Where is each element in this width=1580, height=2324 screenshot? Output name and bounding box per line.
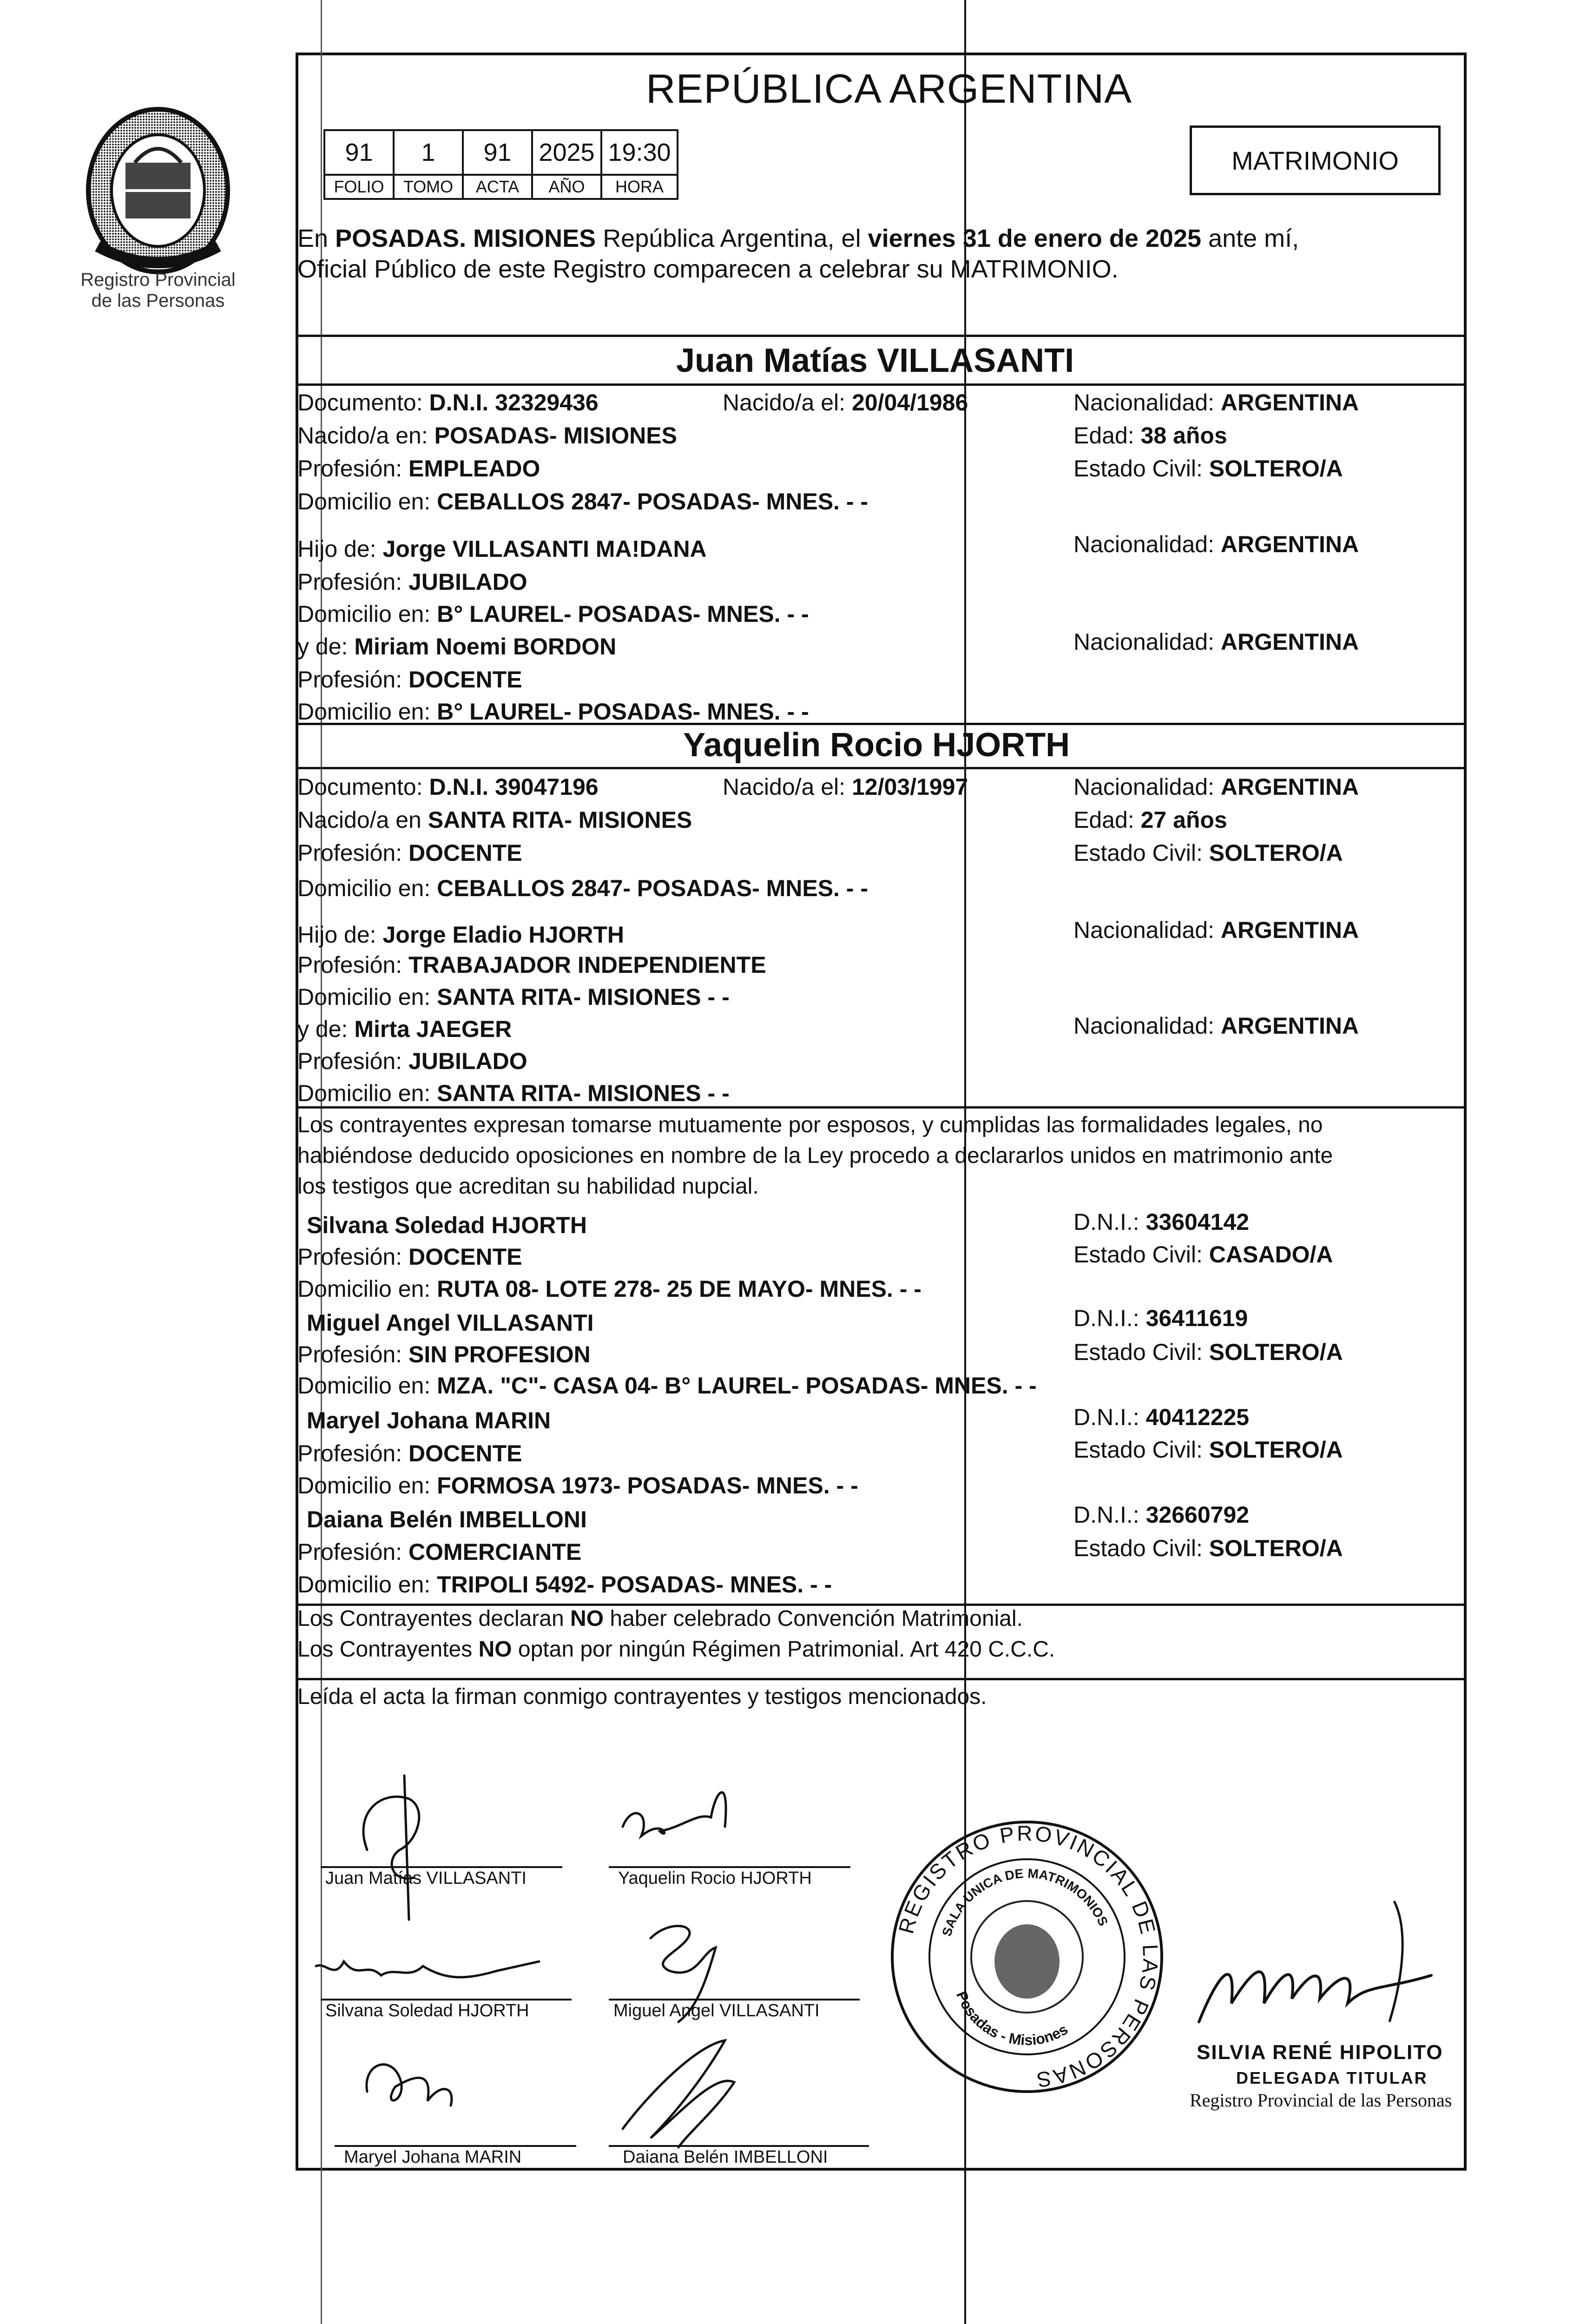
signature-label-1: Juan Matías VILLASANTI (325, 1868, 527, 1888)
spouse2-profesion: Profesión: DOCENTE (297, 840, 522, 866)
signature-label-3: Silvana Soledad HJORTH (325, 2001, 529, 2020)
stamp-inner-text: SALA ÚNICA DE MATRIMONIOS (939, 1866, 1111, 1938)
spouse1-padre-profesion: Profesión: JUBILADO (297, 569, 527, 595)
divider (296, 723, 1467, 725)
officer-office: Registro Provincial de las Personas (1190, 2090, 1452, 2111)
declaration-line-2: habiéndose deducido oposiciones en nombre de la Ley procedo a declararlos unidos en matrimonio ante (297, 1143, 1333, 1168)
spouse1-domicilio: Domicilio en: CEBALLOS 2847- POSADAS- MNES. - - (297, 489, 869, 515)
witness-4-dni: D.N.I.: 32660792 (1073, 1502, 1250, 1528)
witness-3-dni: D.N.I.: 40412225 (1073, 1404, 1250, 1430)
spouse1-name: Juan Matías VILLASANTI (676, 342, 1074, 379)
intro-place: POSADAS. MISIONES (335, 224, 596, 252)
stamp-ring-text: REGISTRO PROVINCIAL DE LAS PERSONAS (894, 1821, 1163, 2093)
divider (296, 1106, 1467, 1109)
spouse1-edad: Edad: 38 años (1073, 423, 1227, 449)
witness-4-name: Daiana Belén IMBELLONI (307, 1506, 587, 1532)
record-table (323, 129, 678, 200)
spouse2-madre-nacionalidad: Nacionalidad: ARGENTINA (1073, 1013, 1359, 1039)
spouse2-madre-profesion: Profesión: JUBILADO (297, 1048, 527, 1074)
signature-line (321, 1866, 562, 1868)
regime-line-2: Los Contrayentes NO optan por ningún Régimen Patrimonial. Art 420 C.C.C. (297, 1637, 1055, 1662)
spouse1-profesion: Profesión: EMPLEADO (297, 456, 540, 482)
witness-4-domicilio: Domicilio en: TRIPOLI 5492- POSADAS- MNES. - - (297, 1571, 832, 1598)
intro-middle: República Argentina, el (603, 224, 861, 252)
spouse1-padre: Hijo de: Jorge VILLASANTI MA!DANA (297, 536, 707, 562)
spouse2-nacionalidad: Nacionalidad: ARGENTINA (1073, 774, 1359, 800)
spouse1-padre-domicilio: Domicilio en: B° LAUREL- POSADAS- MNES. - - (297, 601, 809, 627)
spouse2-madre-domicilio: Domicilio en: SANTA RITA- MISIONES - - (297, 1080, 730, 1106)
declaration-line-1: Los contrayentes expresan tomarse mutuamente por esposos, y cumplidas las formalidades legales, no (297, 1113, 1323, 1137)
signature-mark (623, 2040, 734, 2147)
witness-3-domicilio: Domicilio en: FORMOSA 1973- POSADAS- MNES. - - (297, 1472, 858, 1499)
signature-line (335, 2145, 576, 2147)
divider (296, 767, 1467, 769)
witness-2-estado: Estado Civil: SOLTERO/A (1073, 1339, 1343, 1365)
folio-label: FOLIO (324, 175, 394, 199)
spouse2-lugar: Nacido/a en SANTA RITA- MISIONES (297, 807, 692, 833)
officer-role: DELEGADA TITULAR (1236, 2068, 1428, 2087)
declaration-line-3: los testigos que acreditan su habilidad nupcial. (297, 1174, 759, 1199)
signature-line (609, 2145, 869, 2147)
intro-after-date: ante mí, (1208, 224, 1299, 252)
spouse2-estado: Estado Civil: SOLTERO/A (1073, 840, 1343, 866)
signature-label-6: Daiana Belén IMBELLONI (623, 2147, 828, 2167)
spouse2-name: Yaquelin Rocio HJORTH (683, 726, 1070, 764)
divider (296, 1678, 1467, 1680)
signature-label-2: Yaquelin Rocio HJORTH (618, 1868, 812, 1888)
official-stamp (883, 1813, 1171, 2101)
intro-line-1 (297, 224, 1299, 253)
intro-line-2: Oficial Público de este Registro comparecen a celebrar su MATRIMONIO. (297, 255, 1119, 283)
signature-label-4: Miguel Angel VILLASANTI (613, 2001, 820, 2020)
spouse2-padre-nacionalidad: Nacionalidad: ARGENTINA (1073, 917, 1359, 943)
intro-prefix: En (297, 224, 329, 252)
signature-mark (316, 1961, 539, 1977)
signature-mark (367, 2065, 452, 2106)
witness-1-dni: D.N.I.: 33604142 (1073, 1209, 1250, 1235)
spouse1-documento: Documento: D.N.I. 32329436 (297, 390, 599, 416)
closing-statement: Leída el acta la firman conmigo contrayentes y testigos mencionados. (297, 1684, 987, 1709)
spouse2-padre: Hijo de: Jorge Eladio HJORTH (297, 922, 624, 948)
registry-logo (70, 93, 246, 311)
acta-label: ACTA (463, 175, 532, 199)
witness-3-name: Maryel Johana MARIN (307, 1407, 551, 1433)
signature-line (609, 1866, 850, 1868)
acta-value: 91 (463, 130, 532, 175)
anio-value: 2025 (532, 130, 601, 175)
signature-line (321, 1999, 572, 2000)
witness-1-domicilio: Domicilio en: RUTA 08- LOTE 278- 25 DE MAYO- MNES. - - (297, 1276, 922, 1302)
spouse1-madre: y de: Miriam Noemi BORDON (297, 634, 617, 660)
logo-caption-2: de las Personas (91, 290, 225, 311)
regime-line-1: Los Contrayentes declaran NO haber celebrado Convención Matrimonial. (297, 1606, 1023, 1631)
tomo-value: 1 (394, 130, 463, 175)
witness-3-profesion: Profesión: DOCENTE (297, 1440, 522, 1466)
spouse1-lugar: Nacido/a en: POSADAS- MISIONES (297, 423, 677, 449)
divider (296, 383, 1467, 386)
spouse2-padre-profesion: Profesión: TRABAJADOR INDEPENDIENTE (297, 952, 766, 978)
witness-2-domicilio: Domicilio en: MZA. "C"- CASA 04- B° LAUREL- POSADAS- MNES. - - (297, 1373, 1037, 1399)
spouse2-madre: y de: Mirta JAEGER (297, 1016, 512, 1042)
spouse1-madre-nacionalidad: Nacionalidad: ARGENTINA (1073, 629, 1359, 655)
spouse1-nacionalidad: Nacionalidad: ARGENTINA (1073, 390, 1359, 416)
witness-1-profesion: Profesión: DOCENTE (297, 1244, 522, 1270)
hora-value: 19:30 (601, 130, 678, 175)
witness-3-estado: Estado Civil: SOLTERO/A (1073, 1437, 1343, 1463)
spouse2-nacido: Nacido/a el: 12/03/1997 (723, 774, 968, 800)
officer-signature (1190, 1882, 1450, 2040)
spouse1-madre-profesion: Profesión: DOCENTE (297, 667, 522, 693)
divider (296, 335, 1467, 337)
signature-line (609, 1999, 860, 2000)
spouse1-padre-nacionalidad: Nacionalidad: ARGENTINA (1073, 531, 1359, 557)
witness-1-name: Silvana Soledad HJORTH (307, 1212, 587, 1238)
officer-name: SILVIA RENÉ HIPOLITO (1197, 2041, 1443, 2064)
witness-1-estado: Estado Civil: CASADO/A (1073, 1241, 1333, 1268)
spouse1-estado: Estado Civil: SOLTERO/A (1073, 456, 1343, 482)
witness-2-name: Miguel Angel VILLASANTI (307, 1310, 594, 1336)
signatures-scribbles (297, 1720, 948, 2185)
intro-date: viernes 31 de enero de 2025 (868, 224, 1202, 252)
spouse2-documento: Documento: D.N.I. 39047196 (297, 774, 599, 800)
signature-label-5: Maryel Johana MARIN (344, 2147, 522, 2167)
spouse2-edad: Edad: 27 años (1073, 807, 1227, 833)
spouse2-domicilio: Domicilio en: CEBALLOS 2847- POSADAS- MNES. - - (297, 875, 869, 901)
document-type-box: MATRIMONIO (1190, 125, 1441, 195)
spouse1-nacido: Nacido/a el: 20/04/1986 (723, 390, 968, 416)
stamp-bottom-text: Posadas - Misiones (953, 1988, 1071, 2049)
witness-4-profesion: Profesión: COMERCIANTE (297, 1539, 582, 1565)
signature-mark (623, 1792, 726, 1836)
spouse2-padre-domicilio: Domicilio en: SANTA RITA- MISIONES - - (297, 984, 730, 1010)
hora-label: HORA (601, 175, 678, 199)
spouse1-madre-domicilio: Domicilio en: B° LAUREL- POSADAS- MNES. - - (297, 699, 809, 725)
tomo-label: TOMO (394, 175, 463, 199)
logo-caption-1: Registro Provincial (80, 270, 236, 290)
anio-label: AÑO (532, 175, 601, 199)
stamp-seal-icon (883, 1813, 1171, 2101)
page-title: REPÚBLICA ARGENTINA (646, 66, 1132, 112)
witness-4-estado: Estado Civil: SOLTERO/A (1073, 1535, 1343, 1561)
witness-2-dni: D.N.I.: 36411619 (1073, 1305, 1248, 1331)
witness-2-profesion: Profesión: SIN PROFESION (297, 1341, 591, 1367)
folio-value: 91 (324, 130, 394, 175)
